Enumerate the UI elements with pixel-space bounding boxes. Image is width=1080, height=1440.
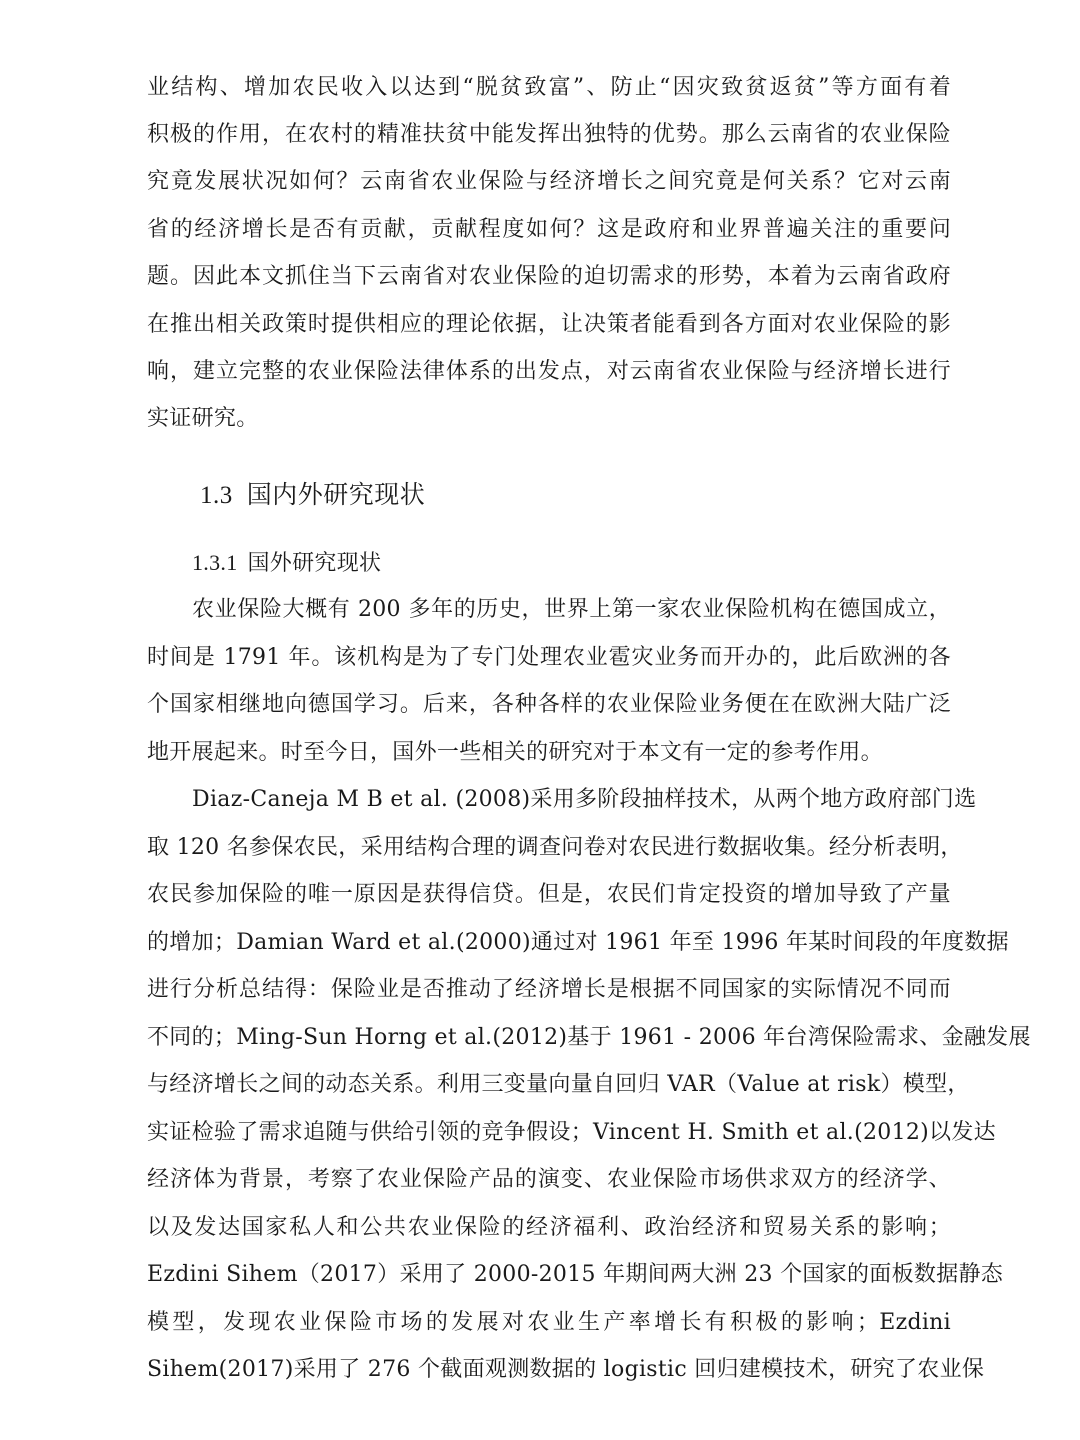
text-line: Ezdini Sihem（2017）采用了 2000-2015 年期间两大洲 23 个国家的面板数据静态 [147,1262,1004,1287]
text-line: 模型，发现农业保险市场的发展对农业生产率增长有积极的影响；Ezdini [147,1310,951,1335]
subsection-number: 1.3.1 [192,550,238,575]
text-line: 业结构、增加农民收入以达到“脱贫致富”、防止“因灾致贫返贫”等方面有着 [147,75,951,100]
text-line: 地开展起来。时至今日，国外一些相关的研究对于本文有一定的参考作用。 [147,740,883,765]
text-line: 实证研究。 [147,406,259,431]
text-line: 在推出相关政策时提供相应的理论依据，让决策者能看到各方面对农业保险的影 [147,312,951,337]
text-line: 究竟发展状况如何？云南省农业保险与经济增长之间究竟是何关系？它对云南 [147,169,951,194]
text-line: 时间是 1791 年。该机构是为了专门处理农业雹灾业务而开办的，此后欧洲的各 [147,645,951,670]
text-line: Diaz-Caneja M B et al. (2008)采用多阶段抽样技术，从两个地方政府部门选 [192,787,977,812]
text-line: 题。因此本文抓住当下云南省对农业保险的迫切需求的形势，本着为云南省政府 [147,264,951,289]
text-line: 个国家相继地向德国学习。后来，各种各样的农业保险业务便在在欧洲大陆广泛 [147,692,951,717]
text-line: 不同的；Ming-Sun Horng et al.(2012)基于 1961 - 2006 年台湾保险需求、金融发展 [147,1025,1031,1050]
text-line: 以及发达国家私人和公共农业保险的经济福利、政治经济和贸易关系的影响； [147,1215,951,1240]
text-line: 农业保险大概有 200 多年的历史，世界上第一家农业保险机构在德国成立， [192,597,951,622]
text-line: 与经济增长之间的动态关系。利用三变量向量自回归 VAR（Value at risk）模型， [147,1072,970,1097]
text-line: 经济体为背景，考察了农业保险产品的演变、农业保险市场供求双方的经济学、 [147,1167,951,1192]
text-line: 取 120 名参保农民，采用结构合理的调查问卷对农民进行数据收集。经分析表明， [147,835,963,860]
subsection-title: 国外研究现状 [247,551,382,576]
text-line: 实证检验了需求追随与供给引领的竞争假设；Vincent H. Smith et al.(2012)以发达 [147,1120,996,1145]
text-line: 省的经济增长是否有贡献，贡献程度如何？这是政府和业界普遍关注的重要问 [147,217,951,242]
text-line: 进行分析总结得：保险业是否推动了经济增长是根据不同国家的实际情况不同而 [147,977,951,1002]
subsection-heading [192,548,381,579]
text-line: Sihem(2017)采用了 276 个截面观测数据的 logistic 回归建模技术，研究了农业保 [147,1357,985,1382]
text-line: 农民参加保险的唯一原因是获得信贷。但是，农民们肯定投资的增加导致了产量 [147,882,951,907]
section-number: 1.3 [200,482,233,509]
text-line: 积极的作用，在农村的精准扶贫中能发挥出独特的优势。那么云南省的农业保险 [147,122,951,147]
section-title: 国内外研究现状 [246,480,426,509]
section-heading [200,478,425,513]
text-line: 的增加；Damian Ward et al.(2000)通过对 1961 年至 1996 年某时间段的年度数据 [147,930,1009,955]
text-line: 响，建立完整的农业保险法律体系的出发点，对云南省农业保险与经济增长进行 [147,359,951,384]
